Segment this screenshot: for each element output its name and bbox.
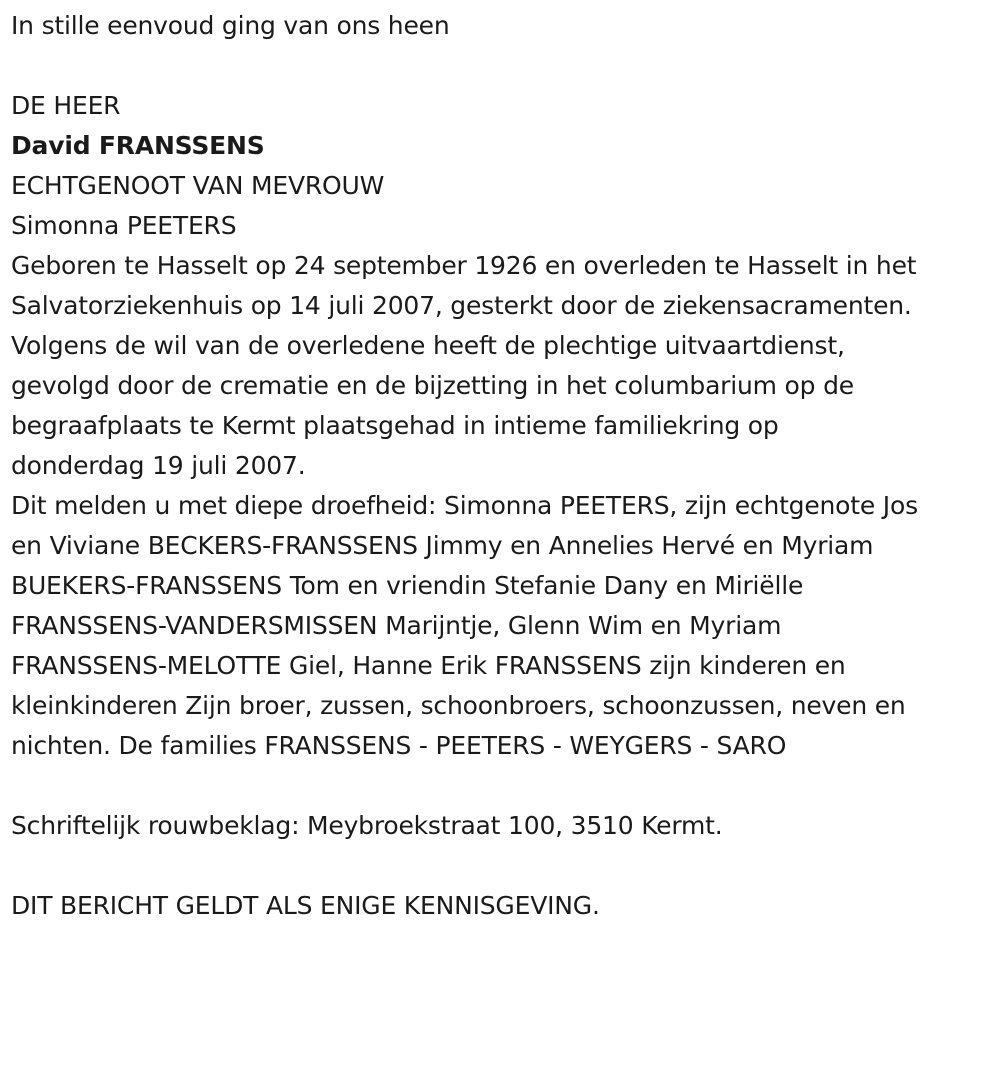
- birth-death-paragraph: [11, 246, 995, 326]
- paragraph-line: Salvatorziekenhuis op 14 juli 2007, gesterkt door de ziekensacramenten.: [11, 291, 912, 320]
- paragraph-line: FRANSSENS-MELOTTE Giel, Hanne Erik FRANSSENS zijn kinderen en: [11, 651, 846, 680]
- paragraph-line: donderdag 19 juli 2007.: [11, 451, 306, 480]
- funeral-paragraph: [11, 326, 995, 486]
- deceased-name: David FRANSSENS: [11, 131, 265, 160]
- death-notice: [11, 6, 995, 926]
- paragraph-line: kleinkinderen Zijn broer, zussen, schoonbroers, schoonzussen, neven en: [11, 691, 906, 720]
- paragraph-line: Dit melden u met diepe droefheid: Simonna PEETERS, zijn echtgenote Jos: [11, 491, 918, 520]
- paragraph-line: FRANSSENS-VANDERSMISSEN Marijntje, Glenn Wim en Myriam: [11, 611, 782, 640]
- paragraph-line: gevolgd door de crematie en de bijzetting in het columbarium op de: [11, 371, 854, 400]
- closing-notice: DIT BERICHT GELDT ALS ENIGE KENNISGEVING.: [11, 891, 600, 920]
- paragraph-line: begraafplaats te Kermt plaatsgehad in intieme familiekring op: [11, 411, 779, 440]
- spouse-name: Simonna PEETERS: [11, 211, 237, 240]
- spouse-label: ECHTGENOOT VAN MEVROUW: [11, 171, 385, 200]
- paragraph-line: nichten. De families FRANSSENS - PEETERS - WEYGERS - SARO: [11, 731, 787, 760]
- paragraph-line: en Viviane BECKERS-FRANSSENS Jimmy en Annelies Hervé en Myriam: [11, 531, 874, 560]
- paragraph-line: Volgens de wil van de overledene heeft de plechtige uitvaartdienst,: [11, 331, 845, 360]
- paragraph-line: Geboren te Hasselt op 24 september 1926 en overleden te Hasselt in het: [11, 251, 917, 280]
- condolence-address: Schriftelijk rouwbeklag: Meybroekstraat 100, 3510 Kermt.: [11, 811, 723, 840]
- family-paragraph: [11, 486, 995, 766]
- intro-text: In stille eenvoud ging van ons heen: [11, 11, 450, 40]
- paragraph-line: BUEKERS-FRANSSENS Tom en vriendin Stefanie Dany en Miriëlle: [11, 571, 804, 600]
- title-prefix: DE HEER: [11, 91, 121, 120]
